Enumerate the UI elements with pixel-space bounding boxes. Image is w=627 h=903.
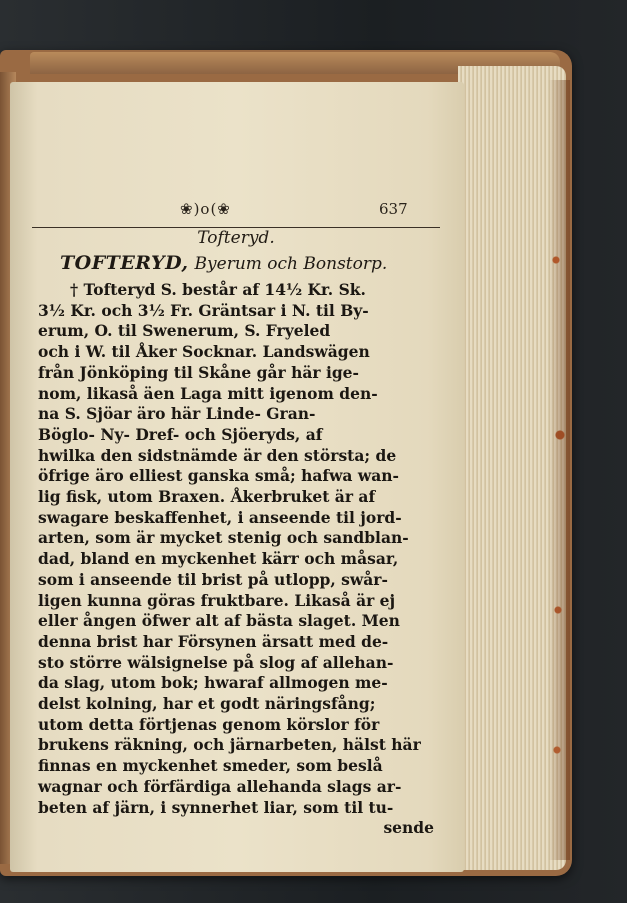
text-line: öfrige äro elliest ganska små; hafwa wan- <box>38 466 399 486</box>
catchword: sende <box>383 818 434 838</box>
text-line: nom, likaså äen Laga mitt igenom den- <box>38 383 378 403</box>
page-header <box>160 198 430 220</box>
text-line: Böglo- Ny- Dref- och Sjöeryds, af <box>38 424 323 444</box>
text-line: som i anseende til brist på utlopp, swår- <box>38 569 388 589</box>
header-ornament: ❀)o(❀ <box>180 200 231 218</box>
running-head: Tofteryd. <box>197 228 275 248</box>
text-line: hwilka den sidstnämde är den största; de <box>38 445 397 465</box>
text-line: brukens räkning, och järnarbeten, hälst här <box>38 735 421 755</box>
text-line: da slag, utom bok; hwaraf allmogen me- <box>38 673 388 693</box>
text-line: wagnar och förfärdiga allehanda slags ar- <box>38 776 402 796</box>
text-line: sto större wälsignelse på slog af allehan- <box>38 652 394 672</box>
text-line: delst kolning, har et godt näringsfång; <box>38 694 376 714</box>
text-line: från Jönköping til Skåne går här ige- <box>38 362 359 382</box>
text-line: finnas en myckenhet smeder, som beslå <box>38 756 383 776</box>
text-line: eller ången öfwer alt af bästa slaget. Men <box>38 611 400 631</box>
text-line: arten, som är mycket stenig och sandblan- <box>38 528 409 548</box>
page-edge-foxing <box>548 120 568 820</box>
entry-title-name: TOFTERYD, <box>60 252 189 274</box>
text-line: denna brist har Försynen ärsatt med de- <box>38 631 389 651</box>
text-line: ligen kunna göras fruktbare. Likaså är ej <box>38 590 396 610</box>
text-line: dad, bland en myckenhet kärr och måsar, <box>38 549 399 569</box>
entry-title-rest: Byerum och Bonstorp. <box>194 254 388 274</box>
page-number: 637 <box>379 200 408 218</box>
text-line: lig fisk, utom Braxen. Åkerbruket är af <box>38 487 376 507</box>
book-page <box>10 82 464 872</box>
entry-title <box>60 252 387 274</box>
text-line: och i W. til Åker Socknar. Landswägen <box>38 342 370 362</box>
text-line: beten af järn, i synnerhet liar, som til tu- <box>38 797 394 817</box>
text-line: erum, O. til Swenerum, S. Fryeled <box>38 321 331 341</box>
text-line: † Tofteryd S. består af 14½ Kr. Sk. <box>70 280 366 299</box>
body-text <box>38 280 438 839</box>
text-line: utom detta förtjenas genom körslor för <box>38 714 380 734</box>
text-line: na S. Sjöar äro här Linde- Gran- <box>38 404 316 424</box>
text-line: swagare beskaffenhet, i anseende til jord- <box>38 507 402 527</box>
text-line: 3½ Kr. och 3½ Fr. Gräntsar i N. til By- <box>38 300 369 320</box>
